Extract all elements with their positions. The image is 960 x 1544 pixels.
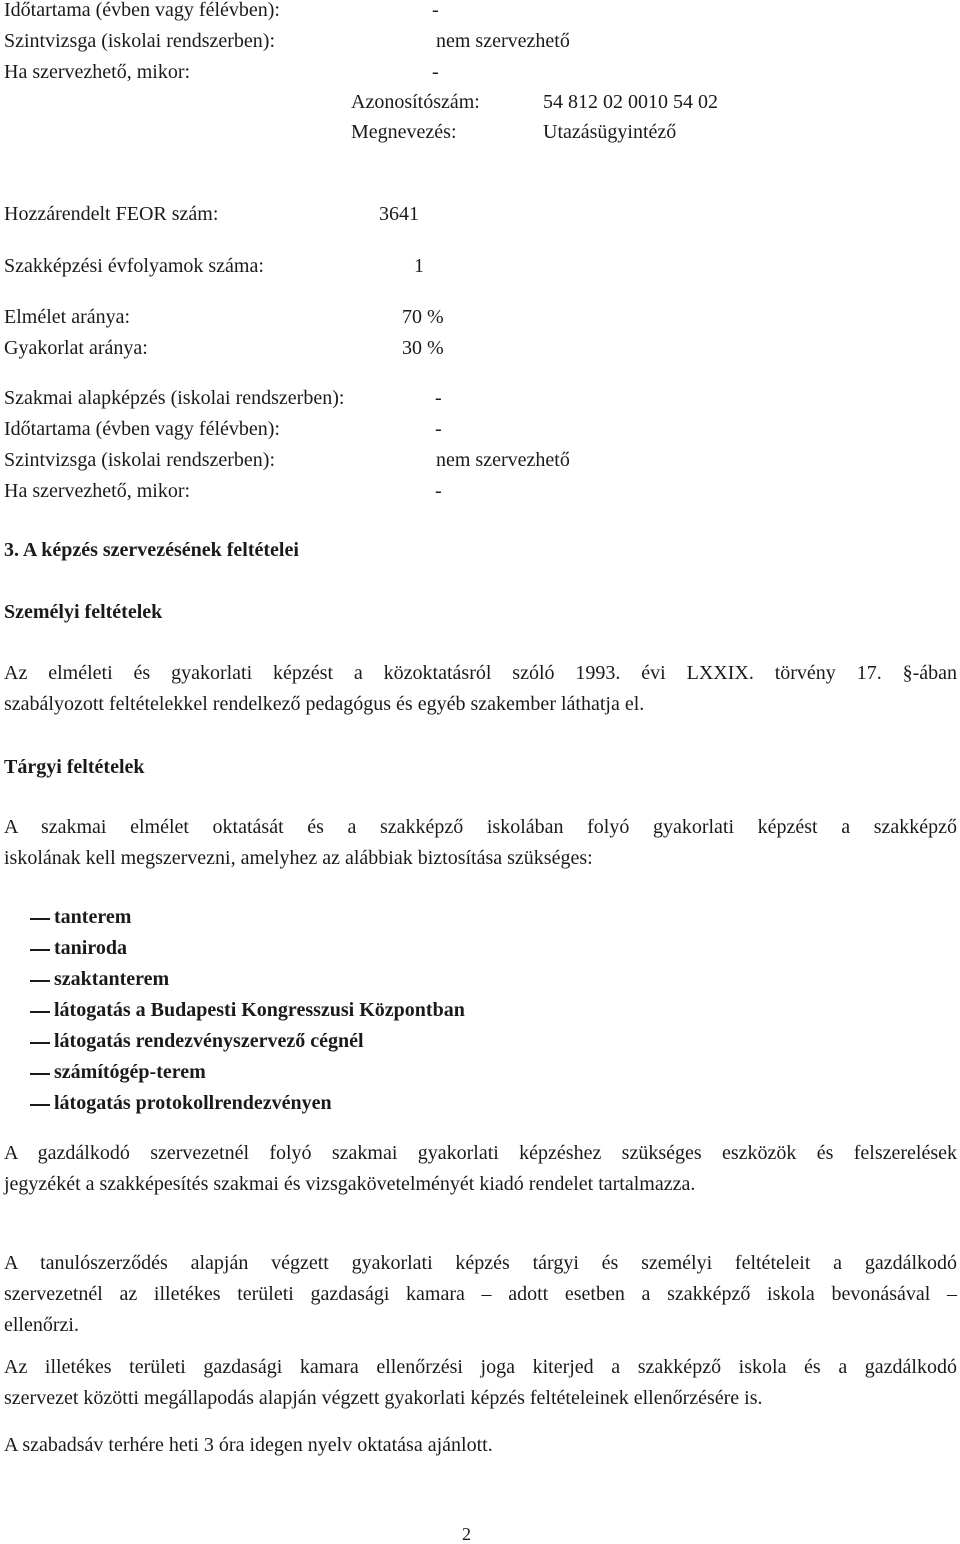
when-label: Ha szervezhető, mikor: <box>4 480 191 502</box>
name-value: Utazásügyintéző <box>543 121 677 143</box>
when-value-top: - <box>432 61 439 83</box>
material-heading: Tárgyi feltételek <box>4 756 145 778</box>
id-value: 54 812 02 0010 54 02 <box>543 91 718 113</box>
duration-value-top: - <box>432 0 439 21</box>
exam-value-top: nem szervezhető <box>436 30 570 52</box>
dash-icon <box>30 1011 50 1013</box>
theory-value: 70 % <box>402 306 444 328</box>
material-text-line-1: A szakmai elmélet oktatását és a szakképző iskolában folyó gyakorlati képzést a szakképző <box>4 816 957 838</box>
duration-label: Időtartama (évben vagy félévben): <box>4 418 280 440</box>
paragraph-1-line-1: A gazdálkodó szervezetnél folyó szakmai gyakorlati képzéshez szükséges eszközök és felszerelések <box>4 1142 957 1164</box>
when-label-top: Ha szervezhető, mikor: <box>4 61 191 83</box>
paragraph-1-line-2: jegyzékét a szakképesítés szakmai és vizsgakövetelményét kiadó rendelet tartalmazza. <box>4 1173 696 1195</box>
feor-label: Hozzárendelt FEOR szám: <box>4 203 219 225</box>
id-label: Azonosítószám: <box>351 91 480 113</box>
exam-label-top: Szintvizsga (iskolai rendszerben): <box>4 30 276 52</box>
years-value: 1 <box>414 255 424 277</box>
personal-text-line-2: szabályozott feltételekkel rendelkező pedagógus és egyéb szakember láthatja el. <box>4 693 645 715</box>
dash-icon <box>30 918 50 920</box>
dash-icon <box>30 1073 50 1075</box>
exam-value: nem szervezhető <box>436 449 570 471</box>
dash-icon <box>30 980 50 982</box>
dash-icon <box>30 949 50 951</box>
basic-training-value: - <box>435 387 442 409</box>
theory-label: Elmélet aránya: <box>4 306 131 328</box>
exam-label: Szintvizsga (iskolai rendszerben): <box>4 449 276 471</box>
personal-heading: Személyi feltételek <box>4 601 163 623</box>
name-label: Megnevezés: <box>351 121 457 143</box>
paragraph-3-line-1: Az illetékes területi gazdasági kamara ellenőrzési joga kiterjed a szakképző iskola és a gazdálkodó <box>4 1356 957 1378</box>
personal-text-line-1: Az elméleti és gyakorlati képzést a közoktatásról szóló 1993. évi LXXIX. törvény 17. §-ában <box>4 662 957 684</box>
paragraph-2-line-1: A tanulószerződés alapján végzett gyakorlati képzés tárgyi és személyi feltételeit a gazdálkodó <box>4 1252 957 1274</box>
page-number: 2 <box>462 1524 471 1544</box>
section-title: 3. A képzés szervezésének feltételei <box>4 539 299 561</box>
paragraph-4: A szabadsáv terhére heti 3 óra idegen nyelv oktatása ajánlott. <box>4 1434 493 1456</box>
duration-value: - <box>435 418 442 440</box>
dash-icon <box>30 1042 50 1044</box>
feor-value: 3641 <box>379 203 419 225</box>
paragraph-3-line-2: szervezet közötti megállapodás alapján végzett gyakorlati képzés feltételeinek ellenőrzésére is. <box>4 1387 763 1409</box>
dash-icon <box>30 1104 50 1106</box>
paragraph-2-line-2: szervezetnél az illetékes területi gazdasági kamara – adott esetben a szakképző iskola bevonásával – <box>4 1283 957 1305</box>
material-text-line-2: iskolának kell megszervezni, amelyhez az alábbiak biztosítása szükséges: <box>4 847 593 869</box>
paragraph-2-line-3: ellenőrzi. <box>4 1314 79 1336</box>
duration-label-top: Időtartama (évben vagy félévben): <box>4 0 280 21</box>
years-label: Szakképzési évfolyamok száma: <box>4 255 264 277</box>
basic-training-label: Szakmai alapképzés (iskolai rendszerben): <box>4 387 345 409</box>
when-value: - <box>435 480 442 502</box>
practice-value: 30 % <box>402 337 444 359</box>
practice-label: Gyakorlat aránya: <box>4 337 148 359</box>
